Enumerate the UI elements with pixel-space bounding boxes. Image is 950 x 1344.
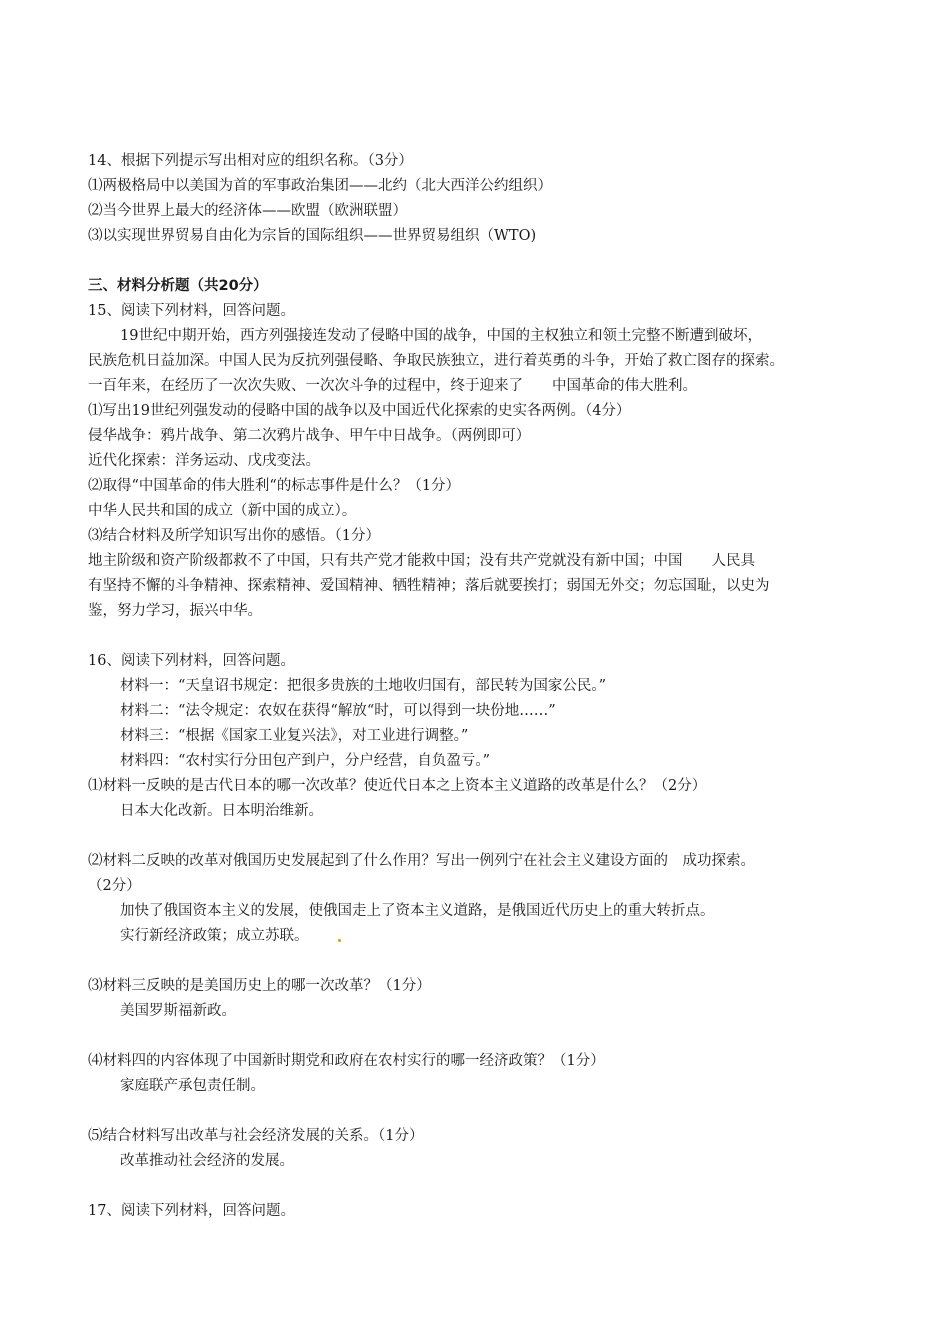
q15-sub2: ⑵取得“中国革命的伟大胜利“的标志事件是什么？（1分）: [88, 478, 461, 494]
q14-item-1: ⑴两极格局中以美国为首的军事政治集团——北约（北大西洋公约组织）: [88, 178, 552, 194]
q16-title: 16、阅读下列材料，回答问题。: [88, 653, 295, 669]
q16-answer1: 日本大化改新。日本明治维新。: [120, 803, 323, 819]
q15-sub3: ⑶结合材料及所学知识写出你的感悟。（1分）: [88, 528, 380, 544]
q16-answer4: 家庭联产承包责任制。: [120, 1078, 265, 1094]
q14-item-2: ⑵当今世界上最大的经济体——欧盟（欧洲联盟）: [88, 203, 407, 219]
q15-answer1b: 近代化探索：洋务运动、戊戌变法。: [88, 453, 320, 469]
q14-title: 14、根据下列提示写出相对应的组织名称。（3分）: [88, 153, 413, 169]
q15-title: 15、阅读下列材料，回答问题。: [88, 303, 295, 319]
q16-answer2-line-1: 加快了俄国资本主义的发展，使俄国走上了资本主义道路，是俄国近代历史上的重大转折点。: [120, 903, 715, 919]
stray-mark: [338, 939, 341, 942]
q16-sub3: ⑶材料三反映的是美国历史上的哪一次改革？（1分）: [88, 978, 431, 994]
q15-answer3-line-1: 地主阶级和资产阶级都救不了中国，只有共产党才能救中国；没有共产党就没有新中国；中国 人民具: [88, 553, 755, 569]
q16-sub4: ⑷材料四的内容体现了中国新时期党和政府在农村实行的哪一经济政策？（1分）: [88, 1053, 605, 1069]
q16-material-1: 材料一：“天皇诏书规定：把很多贵族的土地收归国有，部民转为国家公民。”: [120, 678, 607, 694]
q15-answer3-line-3: 鉴，努力学习，振兴中华。: [88, 603, 262, 619]
q15-passage-line-1: 19世纪中期开始，西方列强接连发动了侵略中国的战争，中国的主权独立和领土完整不断遭到破坏，: [120, 328, 762, 344]
q16-answer2-line-2: 实行新经济政策；成立苏联。: [120, 928, 309, 944]
q16-material-4: 材料四：“农村实行分田包产到户，分户经营，自负盈亏。”: [120, 753, 491, 769]
q15-answer2: 中华人民共和国的成立（新中国的成立）。: [88, 503, 357, 519]
q16-sub1: ⑴材料一反映的是古代日本的哪一次改革？使近代日本之上资本主义道路的改革是什么？（2分）: [88, 778, 707, 794]
q16-sub2-line-1: ⑵材料二反映的改革对俄国历史发展起到了什么作用？写出一例列宁在社会主义建设方面的 成功探索。: [88, 853, 755, 869]
q17-title: 17、阅读下列材料，回答问题。: [88, 1203, 295, 1219]
q14-item-3: ⑶以实现世界贸易自由化为宗旨的国际组织——世界贸易组织（WTO): [88, 228, 537, 244]
q15-answer3-line-2: 有坚持不懈的斗争精神、探索精神、爱国精神、牺牲精神；落后就要挨打；弱国无外交；勿忘国耻，以史为: [88, 578, 770, 594]
q15-passage-line-3: 一百年来，在经历了一次次失败、一次次斗争的过程中，终于迎来了 中国革命的伟大胜利。: [88, 378, 697, 394]
q16-sub5: ⑸结合材料写出改革与社会经济发展的关系。（1分）: [88, 1128, 424, 1144]
q16-material-2: 材料二：“法令规定：农奴在获得“解放“时，可以得到一块份地……”: [120, 703, 556, 719]
q16-sub2-line-2: （2分）: [88, 878, 141, 894]
q16-material-3: 材料三：“根据《国家工业复兴法》，对工业进行调整。”: [120, 728, 469, 744]
q15-passage-line-2: 民族危机日益加深。中国人民为反抗列强侵略、争取民族独立，进行着英勇的斗争，开始了救亡图存的探索。: [88, 353, 784, 369]
q15-answer1a: 侵华战争：鸦片战争、第二次鸦片战争、甲午中日战争。（两例即可）: [88, 428, 531, 444]
section3-heading: 三、材料分析题（共20分）: [88, 278, 268, 294]
q15-sub1: ⑴写出19世纪列强发动的侵略中国的战争以及中国近代化探索的史实各两例。（4分）: [88, 403, 631, 419]
q16-answer3: 美国罗斯福新政。: [120, 1003, 236, 1019]
q16-answer5: 改革推动社会经济的发展。: [120, 1153, 294, 1169]
